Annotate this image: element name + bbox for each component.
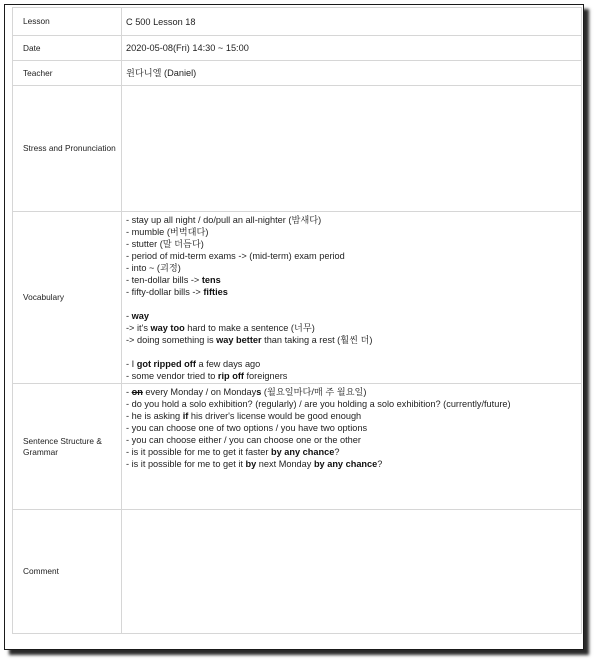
note-text: - — [126, 310, 132, 321]
note-text: -> doing something is — [126, 334, 217, 345]
blank-line — [126, 346, 581, 358]
note-line — [126, 310, 581, 322]
note-text: - you can choose one of two options / you have two options — [126, 423, 368, 433]
note-text: - you can choose either / you can choose one or the other — [126, 435, 361, 445]
vocabulary-label: Vocabulary — [13, 212, 122, 384]
note-text: next Monday — [256, 459, 314, 469]
note-text: - stutter (말 더듬다) — [126, 238, 204, 249]
highlighted-phrase: on — [131, 387, 143, 397]
row-grammar — [13, 384, 582, 510]
vocabulary-notes — [122, 212, 582, 384]
row-stress — [13, 86, 582, 212]
note-line — [126, 334, 581, 346]
lesson-log-table — [12, 7, 582, 634]
note-line — [126, 274, 581, 286]
highlighted-phrase: by — [245, 459, 257, 469]
comment-label: Comment — [13, 510, 122, 634]
highlighted-phrase: tens — [201, 274, 221, 285]
comment-value — [122, 510, 582, 634]
highlighted-phrase: s — [256, 387, 262, 397]
highlighted-phrase: way better — [216, 334, 262, 345]
highlighted-phrase: by any chance — [271, 447, 335, 457]
highlighted-phrase: way — [131, 310, 149, 321]
lesson-label: Lesson — [13, 8, 122, 36]
note-text: a few days ago — [195, 358, 261, 369]
note-text: his driver's license would be good enough — [188, 411, 362, 421]
note-line — [126, 262, 581, 274]
highlighted-phrase: got ripped off — [136, 358, 196, 369]
note-line — [126, 386, 581, 398]
grammar-notes — [122, 384, 582, 510]
note-line — [126, 286, 581, 298]
note-line — [126, 370, 581, 382]
blank-line — [126, 298, 581, 310]
note-text: hard to make a sentence (너무) — [184, 322, 315, 333]
note-text: - fifty-dollar bills -> — [126, 286, 204, 297]
grammar-lines — [126, 386, 581, 470]
note-text: - into ~ (괴정) — [126, 262, 181, 273]
note-line — [126, 238, 581, 250]
row-comment — [13, 510, 582, 634]
note-text: foreigners — [243, 370, 288, 381]
row-lesson — [13, 8, 582, 36]
note-text: - — [126, 387, 132, 397]
note-line — [126, 422, 581, 434]
note-line — [126, 250, 581, 262]
date-value: 2020-05-08(Fri) 14:30 ~ 15:00 — [122, 36, 582, 61]
note-text: - some vendor tried to — [126, 370, 218, 381]
teacher-label: Teacher — [13, 61, 122, 86]
note-text: - do you hold a solo exhibition? (regularly) / are you holding a solo exhibition? (currently/future) — [126, 399, 511, 409]
highlighted-phrase: if — [182, 411, 189, 421]
lesson-value: C 500 Lesson 18 — [122, 8, 582, 36]
note-line — [126, 410, 581, 422]
note-text: every Monday / on Monday — [142, 387, 257, 397]
note-line — [126, 434, 581, 446]
highlighted-phrase: by any chance — [313, 459, 378, 469]
note-text: - is it possible for me to get it — [126, 459, 246, 469]
note-line — [126, 214, 581, 226]
date-label: Date — [13, 36, 122, 61]
note-line — [126, 226, 581, 238]
vocabulary-lines — [126, 214, 581, 382]
note-line — [126, 322, 581, 334]
note-line — [126, 358, 581, 370]
note-text: ? — [377, 459, 383, 469]
note-text: - ten-dollar bills -> — [126, 274, 202, 285]
highlighted-phrase: rip off — [217, 370, 244, 381]
note-line — [126, 446, 581, 458]
highlighted-phrase: fifties — [203, 286, 228, 297]
stress-value — [122, 86, 582, 212]
note-text: - is it possible for me to get it faster — [126, 447, 272, 457]
note-text: - I — [126, 358, 137, 369]
note-text: - mumble (버벅대다) — [126, 226, 209, 237]
note-text: ? — [334, 447, 340, 457]
teacher-value: 윈다니엘 (Daniel) — [122, 61, 582, 86]
note-text: - period of mid-term exams -> (mid-term) exam period — [126, 250, 345, 261]
note-text: than taking a rest (훨씬 더) — [261, 334, 373, 345]
note-text: - stay up all night / do/pull an all-nighter (밤새다) — [126, 214, 322, 225]
note-line — [126, 458, 581, 470]
row-vocabulary — [13, 212, 582, 384]
highlighted-phrase: way too — [150, 322, 185, 333]
note-line — [126, 398, 581, 410]
note-text: - he is asking — [126, 411, 183, 421]
row-teacher — [13, 61, 582, 86]
note-text: -> it's — [126, 322, 151, 333]
grammar-label: Sentence Structure & Grammar — [13, 384, 122, 510]
note-text: (월요일마다/매 주 월요일) — [261, 387, 367, 397]
row-date — [13, 36, 582, 61]
stress-label: Stress and Pronunciation — [13, 86, 122, 212]
